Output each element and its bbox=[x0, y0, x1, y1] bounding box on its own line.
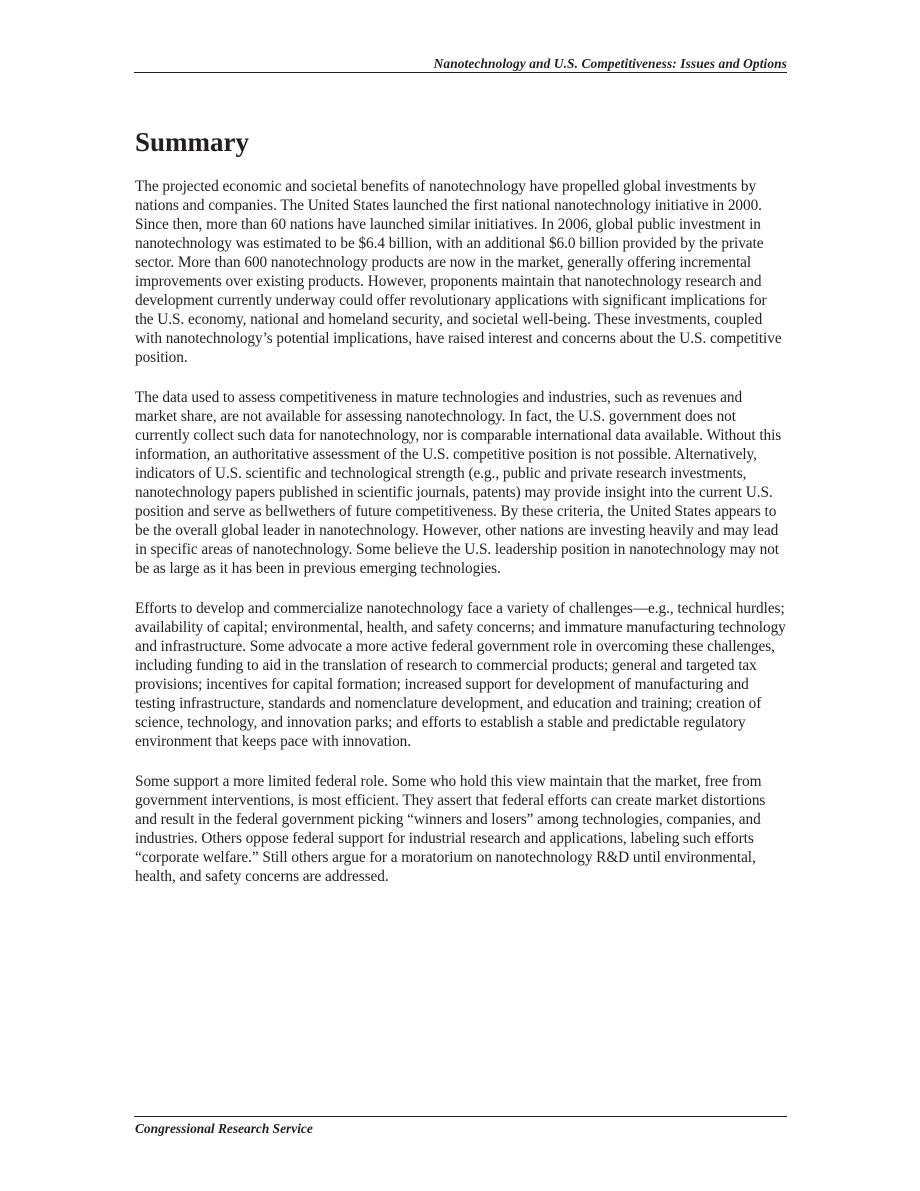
summary-body bbox=[135, 177, 787, 907]
page-title: Summary bbox=[135, 127, 249, 157]
summary-paragraph-2: The data used to assess competitiveness in mature technologies and industries, such as revenues and market share, are not available for assessing nanotechnology. In fact, the U.S. government does not currently collect such data for nanotechnology, nor is comparable international data available. Without this information, an authoritative assessment of the U.S. competitive position is not possible. Alternatively, indicators of U.S. scientific and technological strength (e.g., public and private research investments, nanotechnology papers published in scientific journals, patents) may provide insight into the current U.S. position and serve as bellwethers of future competitiveness. By these criteria, the United States appears to be the overall global leader in nanotechnology. However, other nations are investing heavily and may lead in specific areas of nanotechnology. Some believe the U.S. leadership position in nanotechnology may not be as large as it has been in previous emerging technologies. bbox=[135, 388, 782, 578]
summary-paragraph-4: Some support a more limited federal role. Some who hold this view maintain that the market, free from government interventions, is most efficient. They assert that federal efforts can create market distortions and result in the federal government picking “winners and losers” among technologies, companies, and industries. Others oppose federal support for industrial research and applications, labeling such efforts “corporate welfare.” Still others argue for a moratorium on nanotechnology R&D until environmental, health, and safety concerns are addressed. bbox=[135, 772, 766, 886]
running-footer: Congressional Research Service bbox=[135, 1121, 313, 1136]
running-header: Nanotechnology and U.S. Competitiveness: Issues and Options bbox=[433, 56, 787, 71]
footer-rule bbox=[134, 1116, 787, 1117]
header-rule bbox=[134, 72, 787, 73]
summary-paragraph-3: Efforts to develop and commercialize nanotechnology face a variety of challenges—e.g., technical hurdles; availability of capital; environmental, health, and safety concerns; and immature manufacturing technology and infrastructure. Some advocate a more active federal government role in overcoming these challenges, including funding to aid in the translation of research to commercial products; general and targeted tax provisions; incentives for capital formation; increased support for development of manufacturing and testing infrastructure, standards and nomenclature development, and education and training; creation of science, technology, and innovation parks; and efforts to establish a stable and predictable regulatory environment that keeps pace with innovation. bbox=[135, 599, 786, 751]
summary-paragraph-1: The projected economic and societal benefits of nanotechnology have propelled global investments by nations and companies. The United States launched the first national nanotechnology initiative in 2000. Since then, more than 60 nations have launched similar initiatives. In 2006, global public investment in nanotechnology was estimated to be $6.4 billion, with an additional $6.0 billion provided by the private sector. More than 600 nanotechnology products are now in the market, generally offering incremental improvements over existing products. However, proponents maintain that nanotechnology research and development currently underway could offer revolutionary applications with significant implications for the U.S. economy, national and homeland security, and societal well-being. These investments, coupled with nanotechnology’s potential implications, have raised interest and concerns about the U.S. competitive position. bbox=[135, 178, 782, 367]
